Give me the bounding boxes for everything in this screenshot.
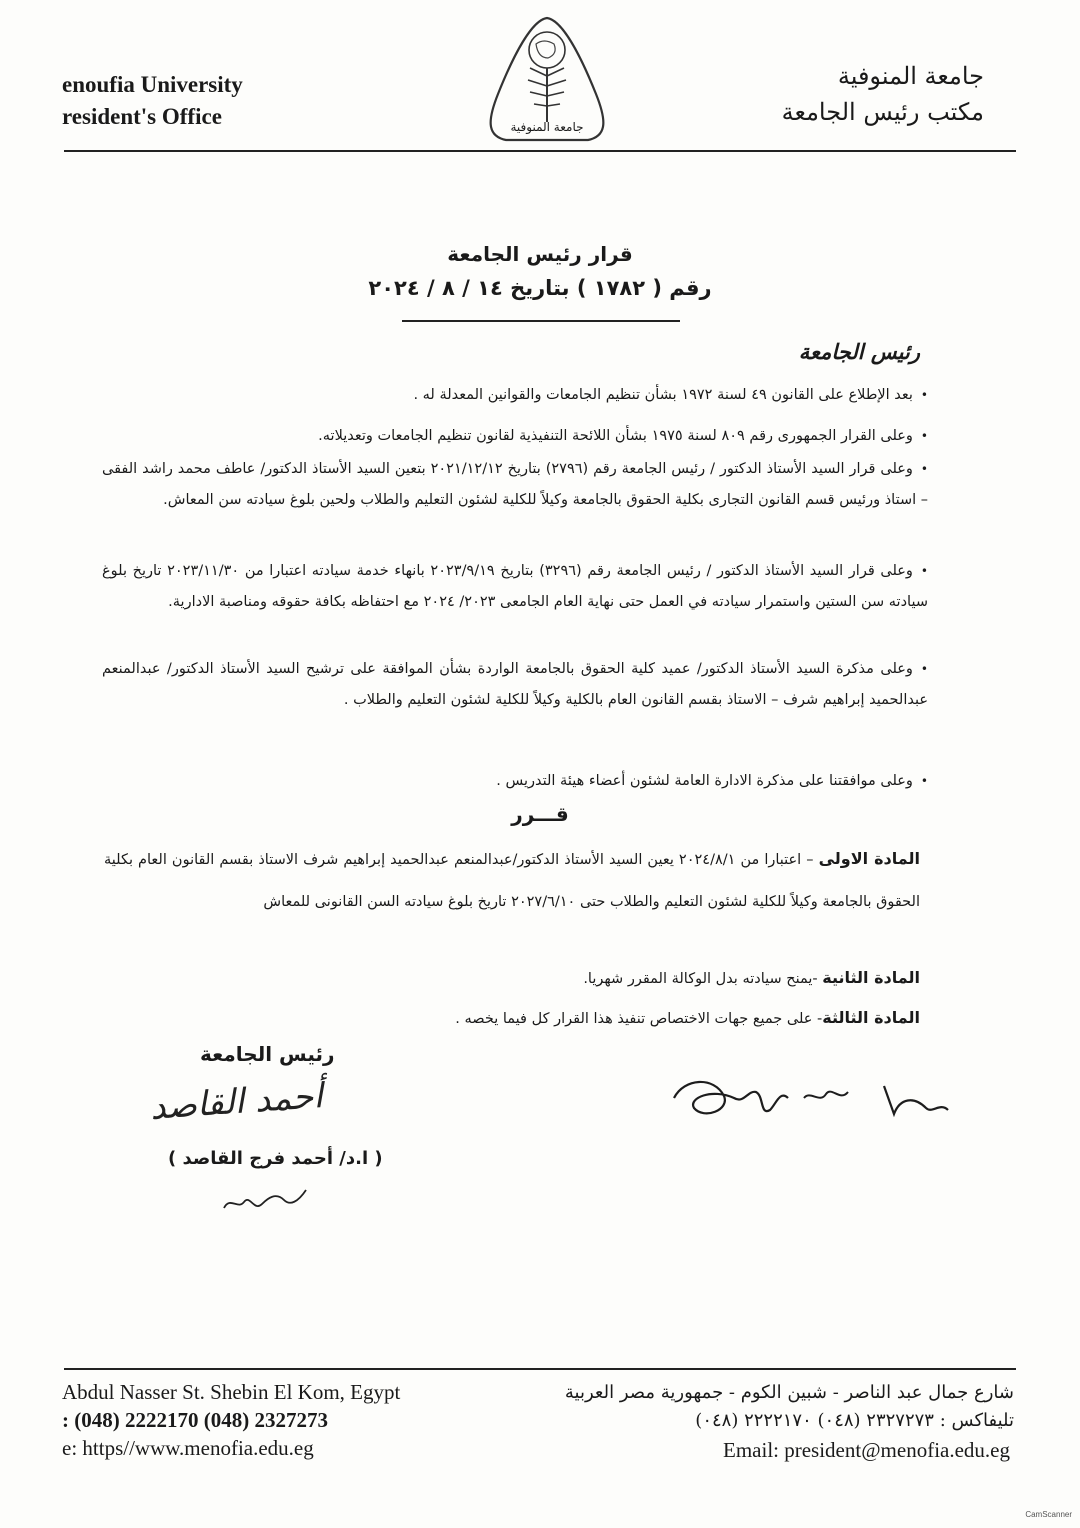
article-1 xyxy=(104,838,920,923)
article-1-text: – اعتبارا من ٢٠٢٤/٨/١ يعين السيد الأستاذ الدكتور/عبدالمنعم عبدالحميد إبراهيم شرف الاستاذ بقسم القانون العام بكلية الحقوق بالجامعة وكيلاً للكلية لشئون التعليم والطلاب حتى ٢٠٢٧/٦/١٠ تاريخ بلوغ سيادته السن القانونى للمعاش xyxy=(104,852,920,910)
signature-title: رئيس الجامعة xyxy=(200,1042,335,1066)
header-divider xyxy=(64,150,1016,152)
footer-address-en: Abdul Nasser St. Shebin El Kom, Egypt xyxy=(62,1380,401,1404)
scribble-icon xyxy=(220,1182,310,1216)
bullet-icon: • xyxy=(920,462,928,476)
preamble-item-3: •وعلى قرار السيد الأستاذ الدكتور / رئيس الجامعة رقم (٢٧٩٦) بتاريخ ٢٠٢١/١٢/١٢ بتعين السيد الأستاذ الدكتور/ عاطف محمد راشد الفقى – استاذ ورئيس قسم القانون التجارى بكلية الحقوق بالجامعة وكيلاً للكلية لشئون التعليم والطلاب ولحين بلوغ سيادته سن المعاش. xyxy=(102,454,928,516)
office-name-ar: مكتب رئيس الجامعة xyxy=(781,98,984,126)
signature-handwriting: أحمد القاصد xyxy=(148,1076,325,1128)
preamble-item-6: •وعلى موافقتنا على مذكرة الادارة العامة لشئون أعضاء هيئة التدريس . xyxy=(148,766,928,797)
footer-address-ar: شارع جمال عبد الناصر - شبين الكوم - جمهورية مصر العربية xyxy=(564,1382,1014,1403)
decree-heading: رئيس الجامعة xyxy=(798,340,920,364)
preamble-item-4: •وعلى قرار السيد الأستاذ الدكتور / رئيس الجامعة رقم (٣٢٩٦) بتاريخ ٢٠٢٣/٩/١٩ بانهاء خدمة سيادته اعتبارا من ٢٠٢٣/١١/٣٠ تاريخ بلوغ سيادته سن الستين واستمرار سيادته في العمل حتى نهاية العام الجامعى ٢٠٢٣/ ٢٠٢٤ مع احتفاظه بكافة حقوقه ومناصبة الادارية. xyxy=(102,556,928,618)
bullet-icon: • xyxy=(920,774,928,788)
logo-caption: جامعة المنوفية xyxy=(510,120,584,134)
footer-email[interactable]: Email: president@menofia.edu.eg xyxy=(723,1438,1010,1462)
initials-scribble xyxy=(220,1182,310,1216)
article-3-label: المادة الثالثة xyxy=(822,1008,920,1027)
article-1-label: المادة الاولى xyxy=(818,849,920,868)
footer-phones-en: : (048) 2222170 (048) 2327273 xyxy=(62,1408,328,1432)
footer-divider xyxy=(64,1368,1016,1370)
decree-number-line: رقم ( ١٧٨٢ ) بتاريخ ١٤ / ٨ / ٢٠٢٤ xyxy=(368,276,712,300)
article-3-text: - على جميع جهات الاختصاص تنفيذ هذا القرار كل فيما يخصه . xyxy=(455,1011,823,1027)
article-2 xyxy=(104,958,920,999)
preamble-item-5: •وعلى مذكرة السيد الأستاذ الدكتور/ عميد كلية الحقوق بالجامعة الواردة بشأن الموافقة على ترشيح السيد الأستاذ الدكتور/ عبدالمنعم عبدالحميد إبراهيم شرف – الاستاذ بقسم القانون العام بالكلية وكيلاً للكلية لشئون التعليم والطلاب . xyxy=(102,654,928,716)
scanner-watermark: CamScanner xyxy=(1025,1510,1072,1519)
footer-website[interactable]: e: https//www.menofia.edu.eg xyxy=(62,1436,314,1460)
preamble-item-1: •بعد الإطلاع على القانون ٤٩ لسنة ١٩٧٢ بشأن تنظيم الجامعات والقوانين المعدلة له . xyxy=(148,380,928,411)
decision-heading: قـــرر xyxy=(511,802,569,826)
article-2-text: -يمنح سيادته بدل الوكالة المقرر شهريا. xyxy=(583,971,823,987)
secondary-signature xyxy=(664,1068,954,1138)
article-2-label: المادة الثانية xyxy=(822,968,920,987)
preamble-item-2: •وعلى القرار الجمهورى رقم ٨٠٩ لسنة ١٩٧٥ بشأن اللائحة التنفيذية لقانون تنظيم الجامعات وتعديلاته. xyxy=(148,421,928,452)
university-name-en: enoufia University xyxy=(62,72,243,97)
signatory-name: ( ا.د/ أحمد فرج القاصد ) xyxy=(168,1148,383,1169)
bullet-icon: • xyxy=(920,662,928,676)
bullet-icon: • xyxy=(920,388,928,402)
decree-title: قرار رئيس الجامعة xyxy=(447,242,633,266)
bullet-icon: • xyxy=(920,564,928,578)
university-name-ar: جامعة المنوفية xyxy=(837,62,984,90)
title-underline xyxy=(402,320,680,322)
handwritten-signature-icon xyxy=(664,1068,954,1138)
office-name-en: resident's Office xyxy=(62,104,222,129)
bullet-icon: • xyxy=(920,429,928,443)
footer-phones-ar: تليفاكس : ٢٣٢٧٢٧٣ (٠٤٨) ٢٢٢٢١٧٠ (٠٤٨) xyxy=(695,1410,1014,1431)
article-3 xyxy=(104,998,920,1039)
